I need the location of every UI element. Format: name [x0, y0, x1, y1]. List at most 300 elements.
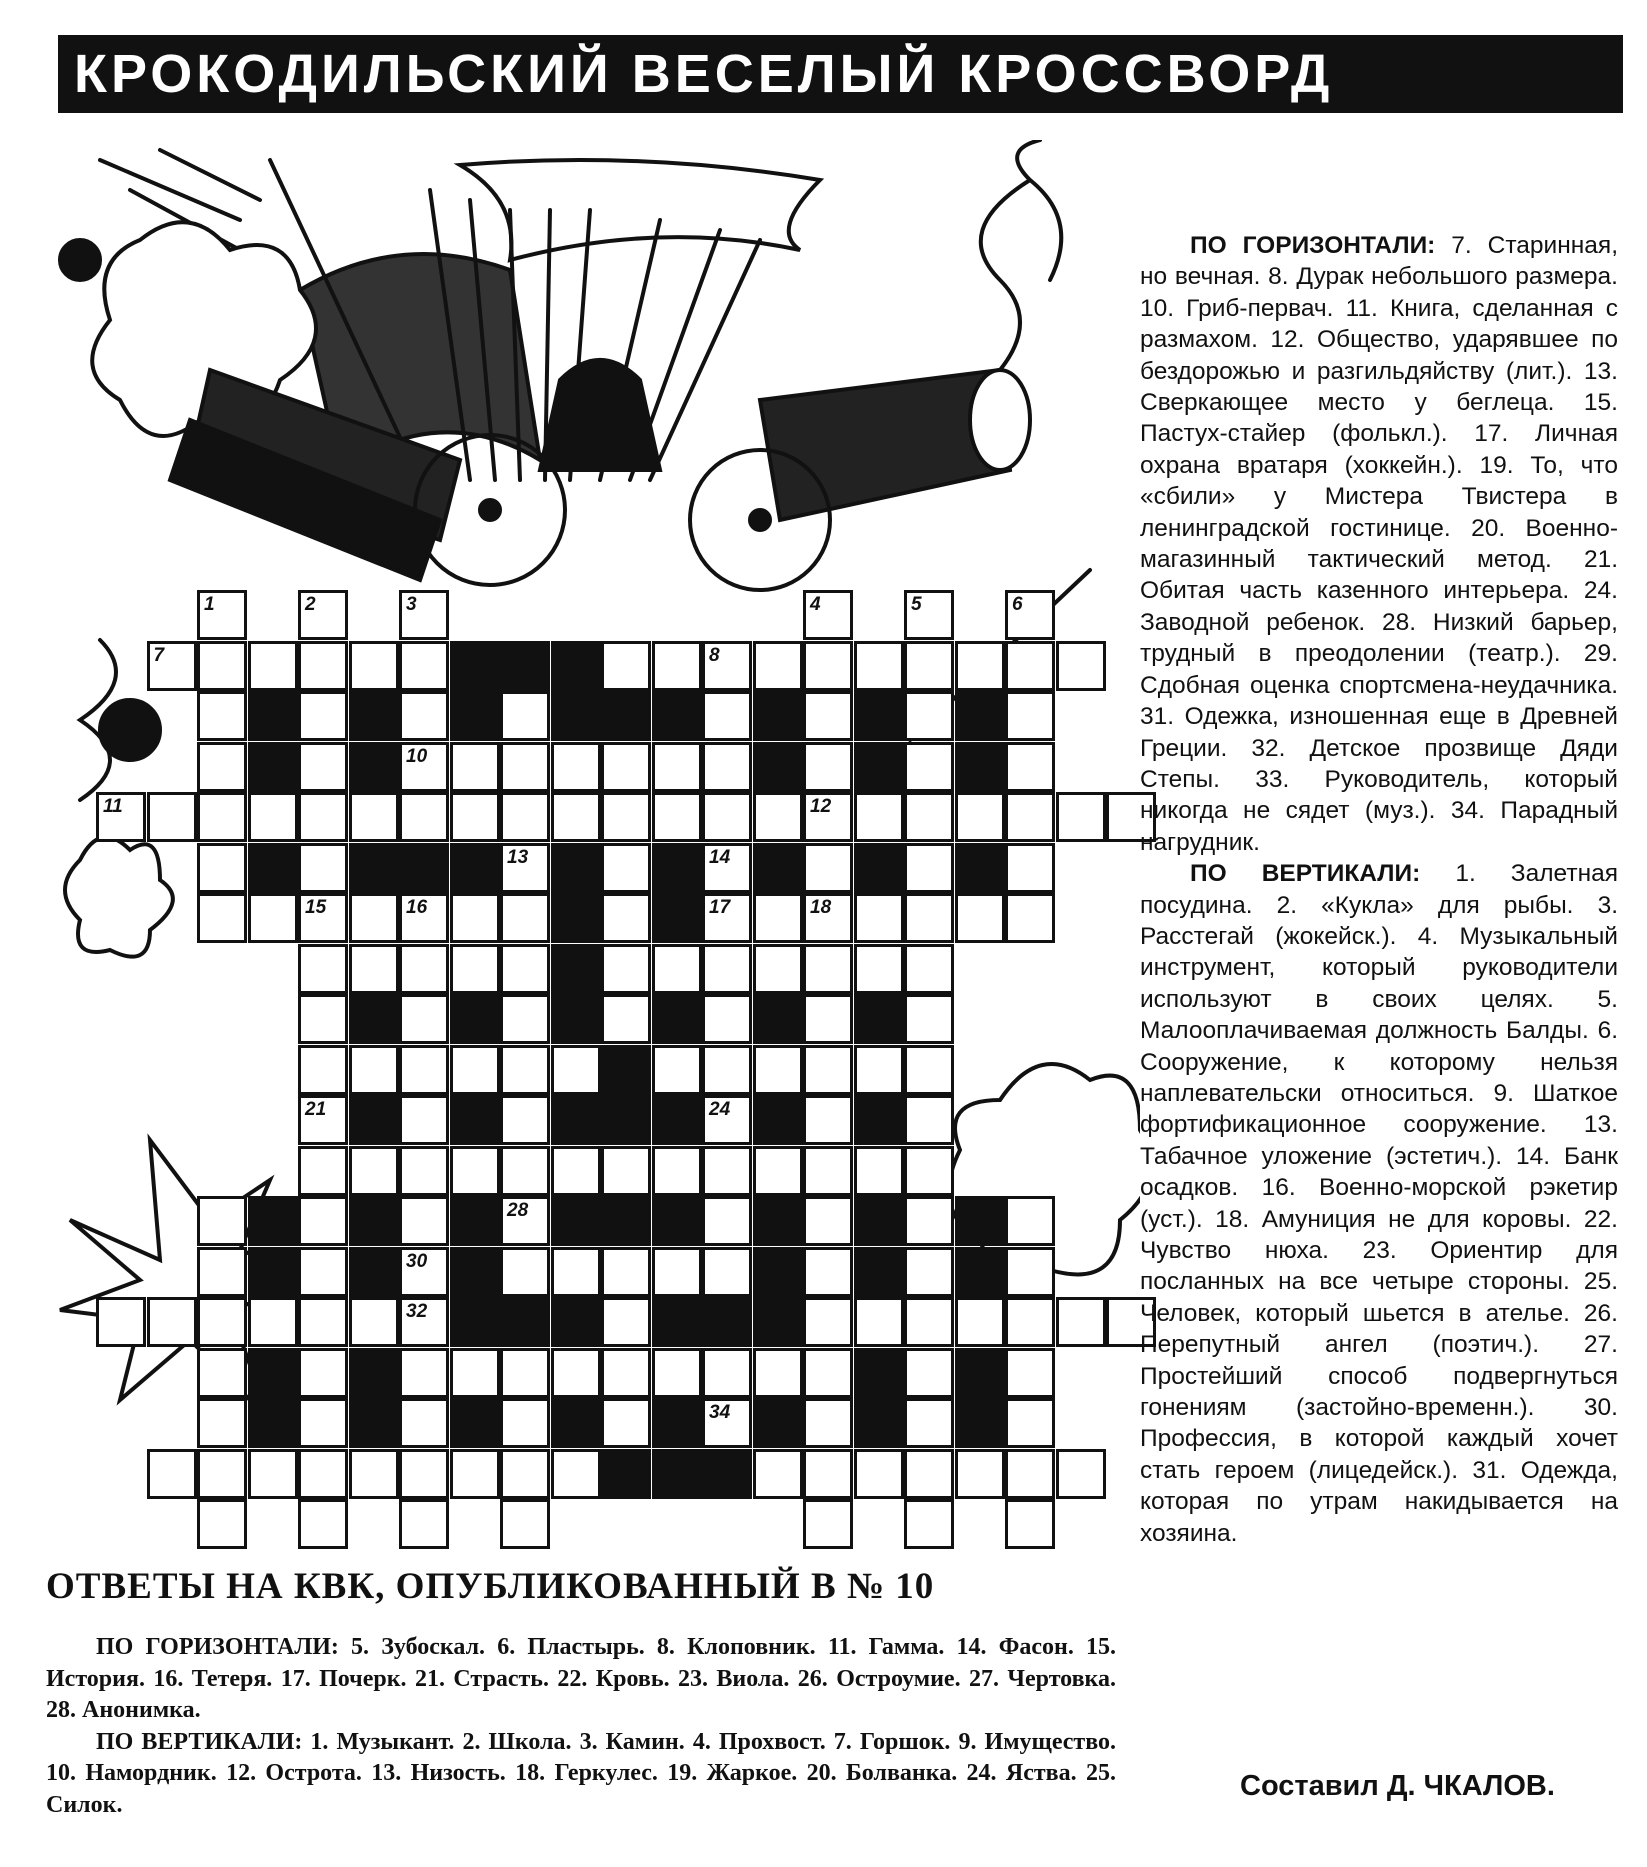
grid-cell[interactable]: [298, 1045, 348, 1095]
grid-block: [652, 994, 702, 1044]
grid-cell[interactable]: [854, 641, 904, 691]
grid-block: [652, 843, 702, 893]
grid-cell[interactable]: [1005, 742, 1055, 792]
grid-cell[interactable]: [904, 1247, 954, 1297]
grid-cell[interactable]: [399, 1449, 449, 1499]
grid-cell[interactable]: [854, 944, 904, 994]
grid-cell[interactable]: [500, 893, 550, 943]
grid-cell[interactable]: [702, 944, 752, 994]
grid-block: [854, 742, 904, 792]
grid-cell[interactable]: [854, 1045, 904, 1095]
grid-cell[interactable]: [349, 1297, 399, 1347]
grid-cell[interactable]: [500, 843, 550, 893]
grid-cell[interactable]: [803, 893, 853, 943]
grid-block: [349, 1398, 399, 1448]
grid-cell[interactable]: [197, 1297, 247, 1347]
clue-number: 12: [810, 796, 832, 817]
grid-block: [753, 1247, 803, 1297]
grid-block: [854, 1196, 904, 1246]
grid-cell[interactable]: [298, 1095, 348, 1145]
grid-cell[interactable]: [450, 792, 500, 842]
grid-block: [702, 1297, 752, 1347]
grid-cell[interactable]: [803, 1247, 853, 1297]
clue-number: 31: [759, 1250, 781, 1272]
grid-cell[interactable]: [601, 641, 651, 691]
grid-cell[interactable]: [298, 1449, 348, 1499]
grid-cell[interactable]: [601, 1146, 651, 1196]
grid-cell[interactable]: [803, 590, 853, 640]
grid-cell[interactable]: [349, 792, 399, 842]
grid-cell[interactable]: [854, 1449, 904, 1499]
clue-number: 15: [305, 897, 327, 918]
grid-block: [450, 1196, 500, 1246]
grid-cell[interactable]: [450, 742, 500, 792]
grid-cell[interactable]: [803, 994, 853, 1044]
answers-down-heading: ПО ВЕРТИКАЛИ:: [96, 1728, 303, 1755]
grid-cell[interactable]: [500, 742, 550, 792]
grid-cell[interactable]: [904, 742, 954, 792]
grid-cell[interactable]: [652, 944, 702, 994]
grid-block: [955, 1196, 1005, 1246]
grid-cell[interactable]: [652, 742, 702, 792]
grid-cell[interactable]: [803, 1398, 853, 1448]
grid-cell[interactable]: [399, 1196, 449, 1246]
grid-cell[interactable]: [298, 1196, 348, 1246]
grid-cell[interactable]: [702, 1146, 752, 1196]
grid-block: [955, 691, 1005, 741]
grid-cell[interactable]: [1056, 1297, 1106, 1347]
grid-block: [955, 742, 1005, 792]
grid-block: [955, 1348, 1005, 1398]
grid-block: [601, 691, 651, 741]
grid-block: [551, 641, 601, 691]
grid-cell[interactable]: [450, 893, 500, 943]
grid-cell[interactable]: [702, 691, 752, 741]
grid-block: [450, 691, 500, 741]
grid-cell[interactable]: [197, 742, 247, 792]
grid-block: [248, 691, 298, 741]
grid-cell[interactable]: [500, 1045, 550, 1095]
grid-cell[interactable]: [652, 641, 702, 691]
grid-cell[interactable]: [702, 1045, 752, 1095]
grid-cell[interactable]: [702, 1095, 752, 1145]
grid-cell[interactable]: [197, 590, 247, 640]
clue-number: 20: [658, 998, 680, 1019]
grid-cell[interactable]: [197, 893, 247, 943]
grid-cell[interactable]: [753, 1146, 803, 1196]
clue-number: 13: [507, 846, 529, 868]
grid-cell[interactable]: [298, 1297, 348, 1347]
grid-cell[interactable]: [803, 944, 853, 994]
grid-cell[interactable]: [298, 792, 348, 842]
grid-cell[interactable]: [399, 1146, 449, 1196]
grid-cell[interactable]: [904, 1297, 954, 1347]
grid-cell[interactable]: [702, 742, 752, 792]
grid-cell[interactable]: [197, 1449, 247, 1499]
grid-cell[interactable]: [399, 944, 449, 994]
grid-cell[interactable]: [298, 1398, 348, 1448]
grid-cell[interactable]: [1005, 641, 1055, 691]
grid-cell[interactable]: [955, 1449, 1005, 1499]
grid-cell[interactable]: [601, 742, 651, 792]
grid-cell[interactable]: [197, 1348, 247, 1398]
grid-cell[interactable]: [601, 893, 651, 943]
grid-block: [652, 1449, 702, 1499]
grid-cell[interactable]: [399, 1398, 449, 1448]
grid-cell[interactable]: [904, 1348, 954, 1398]
grid-block: [753, 1095, 803, 1145]
grid-cell[interactable]: [551, 1045, 601, 1095]
grid-cell[interactable]: [500, 994, 550, 1044]
grid-cell[interactable]: [652, 1045, 702, 1095]
grid-cell[interactable]: [601, 944, 651, 994]
grid-block: [349, 742, 399, 792]
grid-block: [652, 691, 702, 741]
grid-cell[interactable]: [500, 1398, 550, 1448]
grid-cell[interactable]: [803, 691, 853, 741]
grid-cell[interactable]: [298, 1247, 348, 1297]
grid-cell[interactable]: [904, 843, 954, 893]
grid-block: [854, 1348, 904, 1398]
grid-cell[interactable]: [1056, 792, 1106, 842]
grid-cell[interactable]: [197, 1499, 247, 1549]
grid-cell[interactable]: [298, 1146, 348, 1196]
clue-number: 8: [709, 644, 720, 666]
grid-cell[interactable]: [803, 1297, 853, 1347]
grid-cell[interactable]: [803, 1499, 853, 1549]
grid-cell[interactable]: [450, 1348, 500, 1398]
grid-block: [601, 1449, 651, 1499]
grid-cell[interactable]: [500, 1499, 550, 1549]
grid-cell[interactable]: [803, 1196, 853, 1246]
grid-cell[interactable]: [1005, 893, 1055, 943]
grid-cell[interactable]: [803, 641, 853, 691]
grid-block: [652, 1297, 702, 1347]
grid-cell[interactable]: [601, 792, 651, 842]
grid-cell[interactable]: [803, 1045, 853, 1095]
grid-cell[interactable]: [652, 1348, 702, 1398]
grid-cell[interactable]: [298, 1499, 348, 1549]
grid-cell[interactable]: [399, 742, 449, 792]
grid-cell[interactable]: [904, 641, 954, 691]
grid-cell[interactable]: [349, 1449, 399, 1499]
grid-cell[interactable]: [753, 1449, 803, 1499]
grid-cell[interactable]: [904, 944, 954, 994]
grid-block: [854, 691, 904, 741]
grid-cell[interactable]: [803, 843, 853, 893]
grid-block: [601, 1196, 651, 1246]
grid-cell[interactable]: [753, 944, 803, 994]
grid-cell[interactable]: [753, 792, 803, 842]
grid-cell[interactable]: [702, 1398, 752, 1448]
grid-cell[interactable]: [500, 1146, 550, 1196]
grid-cell[interactable]: [904, 1398, 954, 1448]
clue-number: 4: [810, 594, 821, 615]
grid-cell[interactable]: [551, 792, 601, 842]
grid-cell[interactable]: [702, 893, 752, 943]
grid-block: [753, 742, 803, 792]
grid-cell[interactable]: [904, 1045, 954, 1095]
grid-cell[interactable]: [399, 1297, 449, 1347]
clue-number: 16: [406, 897, 428, 918]
grid-block: [652, 1095, 702, 1145]
grid-cell[interactable]: [298, 641, 348, 691]
grid-cell[interactable]: [702, 1196, 752, 1246]
grid-cell[interactable]: [298, 691, 348, 741]
grid-cell[interactable]: [248, 893, 298, 943]
grid-cell[interactable]: [904, 792, 954, 842]
clue-number: 23: [608, 1099, 630, 1120]
grid-cell[interactable]: [904, 1095, 954, 1145]
grid-block: [854, 1247, 904, 1297]
grid-cell[interactable]: [854, 1297, 904, 1347]
clue-number: 34: [709, 1402, 731, 1423]
grid-block: [450, 1297, 500, 1347]
grid-cell[interactable]: [904, 1499, 954, 1549]
grid-block: [551, 1398, 601, 1448]
grid-cell[interactable]: [450, 944, 500, 994]
grid-block: [399, 843, 449, 893]
grid-block: [955, 1247, 1005, 1297]
grid-cell[interactable]: [702, 792, 752, 842]
grid-cell[interactable]: [248, 1449, 298, 1499]
grid-cell[interactable]: [500, 1196, 550, 1246]
clue-number: 21: [305, 1099, 327, 1120]
grid-cell[interactable]: [1056, 641, 1106, 691]
grid-block: [248, 1247, 298, 1297]
clues-down: [1140, 858, 1618, 1549]
grid-cell[interactable]: [399, 641, 449, 691]
grid-cell[interactable]: [601, 1247, 651, 1297]
grid-cell[interactable]: [197, 641, 247, 691]
grid-cell[interactable]: [399, 1045, 449, 1095]
clue-number: 11: [103, 796, 123, 817]
grid-cell[interactable]: [652, 1146, 702, 1196]
grid-cell[interactable]: [298, 893, 348, 943]
grid-cell[interactable]: [1005, 1499, 1055, 1549]
grid-cell[interactable]: [500, 1449, 550, 1499]
grid-cell[interactable]: [349, 944, 399, 994]
grid-cell[interactable]: [500, 792, 550, 842]
grid-cell[interactable]: [601, 1348, 651, 1398]
grid-cell[interactable]: [702, 1348, 752, 1398]
grid-cell[interactable]: [298, 843, 348, 893]
grid-block: [551, 843, 601, 893]
grid-block: [500, 641, 550, 691]
grid-cell[interactable]: [854, 792, 904, 842]
grid-cell[interactable]: [197, 843, 247, 893]
grid-cell[interactable]: [1005, 691, 1055, 741]
grid-cell[interactable]: [349, 641, 399, 691]
grid-cell[interactable]: [399, 691, 449, 741]
clue-number: 24: [709, 1099, 731, 1120]
grid-cell[interactable]: [349, 1045, 399, 1095]
grid-cell[interactable]: [803, 1095, 853, 1145]
clue-number: 30: [406, 1250, 428, 1272]
grid-cell[interactable]: [803, 742, 853, 792]
grid-cell[interactable]: [551, 1146, 601, 1196]
grid-cell[interactable]: [1005, 1348, 1055, 1398]
grid-cell[interactable]: [652, 1247, 702, 1297]
grid-cell[interactable]: [399, 590, 449, 640]
grid-cell[interactable]: [753, 893, 803, 943]
grid-cell[interactable]: [197, 1247, 247, 1297]
grid-cell[interactable]: [147, 1297, 197, 1347]
grid-block: [702, 1449, 752, 1499]
grid-cell[interactable]: [854, 1146, 904, 1196]
clue-number: 2: [305, 594, 316, 615]
grid-cell[interactable]: [298, 994, 348, 1044]
grid-cell[interactable]: [753, 1045, 803, 1095]
clues-across-text: 7. Старинная, но вечная. 8. Дурак небольшого размера. 10. Гриб-первач. 11. Книга, сделанная с размахом. 12. Общество, ударявшее по бездорожью и разгильдяйству (лит.). 13. Сверкающее место у беглеца. 15. Пастух-стайер (фолькл.). 17. Личная охрана вратаря (хоккейн.). 19. То, что «сбили» у Мистера Твистера в ленинградской гостинице. 20. Военно-магазинный тактический метод. 21. Обитая часть казенного интерьера. 24. Заводной ребенок. 28. Низкий барьер, трудный в преодолении (театр.). 29. Сдобная оценка спортсмена-неудачника. 31. Одежка, изношенная еще в Древней Греции. 32. Детское прозвище Дяди Степы. 33. Руководитель, который никогда не сядет (муз.). 34. Парадный нагрудник.: [1140, 232, 1618, 856]
grid-cell[interactable]: [147, 792, 197, 842]
grid-cell[interactable]: [601, 843, 651, 893]
grid-cell[interactable]: [96, 792, 146, 842]
grid-block: [450, 1247, 500, 1297]
grid-cell[interactable]: [450, 1449, 500, 1499]
grid-block: [551, 994, 601, 1044]
grid-cell[interactable]: [904, 994, 954, 1044]
answers-block: [46, 1632, 1116, 1821]
grid-cell[interactable]: [753, 1348, 803, 1398]
grid-block: [248, 1196, 298, 1246]
grid-cell[interactable]: [500, 944, 550, 994]
grid-cell[interactable]: [753, 641, 803, 691]
grid-cell[interactable]: [450, 1045, 500, 1095]
grid-cell[interactable]: [450, 1146, 500, 1196]
grid-cell[interactable]: [298, 1348, 348, 1398]
grid-cell[interactable]: [854, 893, 904, 943]
grid-cell[interactable]: [702, 843, 752, 893]
title-banner: [58, 35, 1623, 113]
grid-cell[interactable]: [702, 1247, 752, 1297]
grid-cell[interactable]: [955, 641, 1005, 691]
grid-block: [652, 893, 702, 943]
grid-cell[interactable]: [904, 590, 954, 640]
grid-cell[interactable]: [399, 994, 449, 1044]
grid-cell[interactable]: [1005, 1297, 1055, 1347]
answers-across-heading: ПО ГОРИЗОНТАЛИ:: [96, 1634, 339, 1660]
grid-cell[interactable]: [248, 1297, 298, 1347]
grid-cell[interactable]: [349, 893, 399, 943]
grid-cell[interactable]: [197, 792, 247, 842]
grid-cell[interactable]: [197, 1196, 247, 1246]
grid-block: [349, 1196, 399, 1246]
grid-cell[interactable]: [1005, 1196, 1055, 1246]
grid-block: [349, 1247, 399, 1297]
grid-cell[interactable]: [551, 742, 601, 792]
grid-block: [551, 691, 601, 741]
grid-block: [753, 1398, 803, 1448]
grid-cell[interactable]: [1005, 590, 1055, 640]
grid-cell[interactable]: [399, 893, 449, 943]
grid-cell[interactable]: [298, 944, 348, 994]
grid-cell[interactable]: [1005, 1449, 1055, 1499]
clue-number: 25: [860, 1099, 882, 1120]
grid-cell[interactable]: [349, 1146, 399, 1196]
grid-cell[interactable]: [197, 1398, 247, 1448]
grid-cell[interactable]: [904, 893, 954, 943]
clues-across: [1140, 230, 1618, 858]
grid-cell[interactable]: [500, 691, 550, 741]
grid-cell[interactable]: [955, 792, 1005, 842]
grid-cell[interactable]: [803, 792, 853, 842]
grid-cell[interactable]: [1005, 792, 1055, 842]
grid-block: [753, 994, 803, 1044]
clue-number: 18: [810, 897, 832, 918]
grid-block: [854, 1095, 904, 1145]
grid-block: [551, 1297, 601, 1347]
grid-cell[interactable]: [1005, 1247, 1055, 1297]
grid-block: [500, 1297, 550, 1347]
clue-number: 9: [557, 695, 569, 716]
grid-block: [955, 843, 1005, 893]
grid-cell[interactable]: [1005, 1398, 1055, 1448]
grid-block: [248, 843, 298, 893]
grid-cell[interactable]: [702, 994, 752, 1044]
grid-cell[interactable]: [803, 1449, 853, 1499]
clue-number: 3: [406, 594, 417, 615]
grid-cell[interactable]: [500, 1247, 550, 1297]
grid-cell[interactable]: [399, 792, 449, 842]
grid-block: [551, 1196, 601, 1246]
grid-block: [753, 1196, 803, 1246]
grid-cell[interactable]: [197, 691, 247, 741]
grid-cell[interactable]: [551, 1449, 601, 1499]
grid-cell[interactable]: [399, 1095, 449, 1145]
grid-cell[interactable]: [601, 1297, 651, 1347]
grid-block: [349, 843, 399, 893]
grid-cell[interactable]: [248, 641, 298, 691]
grid-cell[interactable]: [702, 641, 752, 691]
clues-across-heading: ПО ГОРИЗОНТАЛИ:: [1190, 232, 1436, 259]
grid-cell[interactable]: [399, 1247, 449, 1297]
grid-cell[interactable]: [652, 792, 702, 842]
grid-cell[interactable]: [904, 691, 954, 741]
grid-cell[interactable]: [601, 994, 651, 1044]
grid-cell[interactable]: [904, 1449, 954, 1499]
clue-number: 7: [153, 644, 165, 666]
grid-cell[interactable]: [399, 1499, 449, 1549]
grid-cell[interactable]: [955, 893, 1005, 943]
grid-cell[interactable]: [1056, 1449, 1106, 1499]
grid-block: [248, 742, 298, 792]
clue-number: 1: [204, 594, 215, 615]
grid-cell[interactable]: [298, 590, 348, 640]
grid-cell[interactable]: [298, 742, 348, 792]
grid-block: [349, 1348, 399, 1398]
grid-cell[interactable]: [551, 1348, 601, 1398]
grid-cell[interactable]: [601, 1398, 651, 1448]
grid-cell[interactable]: [248, 792, 298, 842]
grid-cell[interactable]: [803, 1348, 853, 1398]
grid-cell[interactable]: [500, 1348, 550, 1398]
grid-cell[interactable]: [147, 1449, 197, 1499]
page-title: КРОКОДИЛЬСКИЙ ВЕСЕЛЫЙ КРОССВОРД: [74, 44, 1334, 104]
grid-cell[interactable]: [399, 1348, 449, 1398]
clues-column: [1140, 230, 1618, 1549]
grid-cell[interactable]: [1005, 843, 1055, 893]
grid-cell[interactable]: [803, 1146, 853, 1196]
grid-cell[interactable]: [955, 1297, 1005, 1347]
grid-cell[interactable]: [96, 1297, 146, 1347]
grid-cell[interactable]: [904, 1196, 954, 1246]
clue-number: 10: [406, 745, 428, 767]
grid-cell[interactable]: [500, 1095, 550, 1145]
grid-cell[interactable]: [147, 641, 197, 691]
grid-cell[interactable]: [551, 1247, 601, 1297]
grid-cell[interactable]: [904, 1146, 954, 1196]
